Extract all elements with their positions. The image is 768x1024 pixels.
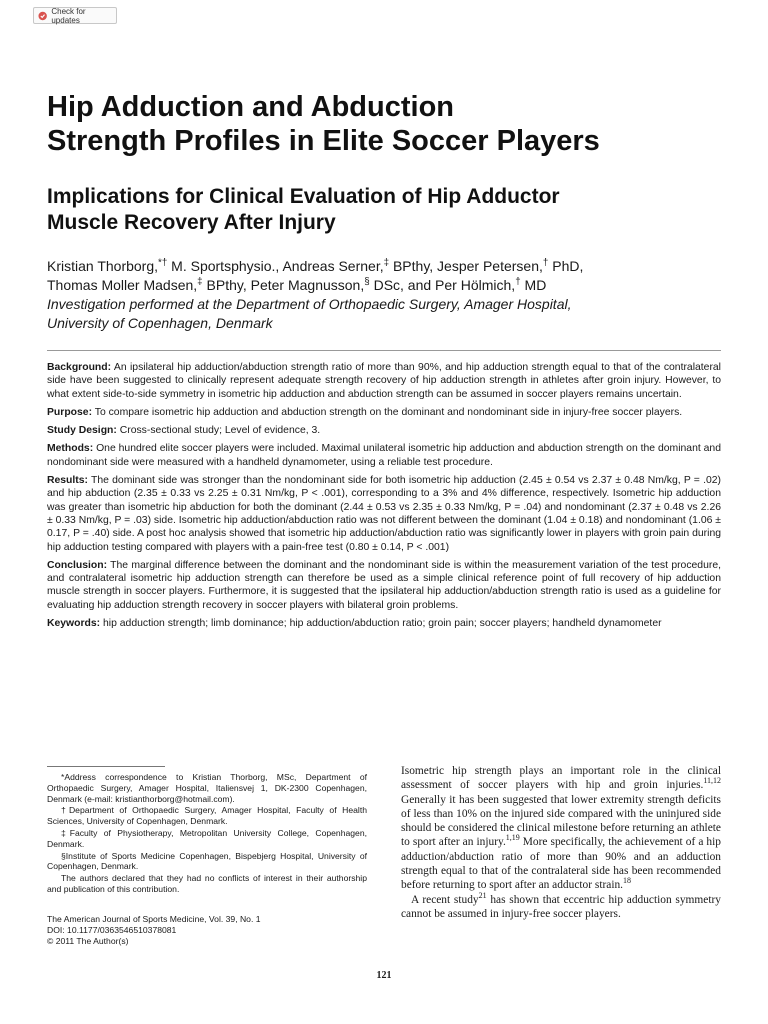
author-affil: † [542, 257, 549, 269]
badge-label: Check for updates [51, 6, 86, 25]
abstract-conclusion [47, 559, 721, 612]
author-name: Kristian Thorborg, [47, 258, 159, 274]
institution-line-1: Investigation performed at the Department of Orthopaedic Surgery, Amager Hospital, [47, 296, 572, 312]
title-line-1: Hip Adduction and Abduction [47, 91, 455, 123]
citation-ref: 21 [478, 890, 487, 900]
author-degree: PhD, [548, 258, 584, 274]
author-degree: M. Sportsphysio., Andreas Serner, [167, 258, 384, 274]
section-label: Purpose: [47, 406, 93, 418]
article-title [47, 90, 727, 158]
title-line-2: Strength Profiles in Elite Soccer Players [47, 125, 600, 157]
author-degree: BPthy, Peter Magnusson, [202, 277, 365, 293]
section-label: Conclusion: [47, 559, 108, 571]
author-degree: DSc, and Per Hölmich, [369, 277, 516, 293]
abstract-background [47, 361, 721, 401]
section-label: Keywords: [47, 618, 101, 630]
check-for-updates-badge[interactable] [33, 7, 117, 24]
section-label: Results: [47, 475, 88, 487]
section-text: hip adduction strength; limb dominance; hip adduction/abduction ratio; groin pain; soccer players; handheld dynamometer [100, 618, 662, 630]
abstract-results [47, 474, 721, 554]
section-label: Methods: [47, 443, 94, 455]
body-paragraph-2 [401, 890, 721, 922]
footnote-affiliation-2: ‡Faculty of Physiotherapy, Metropolitan University College, Copenhagen, Denmark. [47, 827, 367, 849]
footnote-conflicts: The authors declared that they had no conflicts of interest in their authorship and publication of this contribution. [47, 873, 367, 894]
footnote-correspondence: *Address correspondence to Kristian Thorborg, MSc, Department of Orthopaedic Surgery, Amager Hospital, Italiensvej 1, DK-2300 Copenhagen, Denmark (e-mail: kristianthorborg@hotmail.com). [47, 772, 367, 804]
author-affil: *† [158, 257, 168, 269]
journal-copyright: © 2011 The Author(s) [47, 936, 129, 946]
citation-ref: 18 [623, 876, 632, 886]
abstract [47, 361, 721, 635]
section-text: Cross-sectional study; Level of evidence, 3. [116, 425, 321, 437]
author-degree: BPthy, Jesper Petersen, [389, 258, 543, 274]
body-paragraph-1 [401, 764, 721, 893]
section-label: Background: [47, 362, 112, 373]
subtitle-line-2: Muscle Recovery After Injury [47, 211, 336, 234]
body-text: Generally it has been suggested that lower extremity strength deficits of less than 10% on the injured side compared with the uninjured side should be considered the clinical milestone before returning an athlete to sport after an injury. [401, 793, 721, 849]
body-text-column [401, 764, 721, 921]
author-block [47, 257, 727, 333]
author-name: Thomas Moller Madsen, [47, 277, 198, 293]
section-text: An ipsilateral hip adduction/abduction strength ratio of more than 90%, and hip adduction strength equal to that of the contralateral side have been suggested to clinically represent adequate strength recovery of hip adduction strength in athletes after groin injury. However, to what extent side-to-side symmetry in isometric hip adduction and abduction strength can be assumed in soccer players remains uncertain. [47, 362, 721, 400]
abstract-keywords [47, 617, 721, 630]
institution-line-2: University of Copenhagen, Denmark [47, 315, 273, 331]
footnote-rule [47, 766, 165, 767]
journal-info [47, 914, 367, 947]
citation-ref: 1,19 [505, 833, 520, 843]
journal-citation: The American Journal of Sports Medicine, Vol. 39, No. 1 [47, 914, 261, 924]
section-text: The marginal difference between the dominant and the nondominant side is within the measurement variation of the test procedure, and contralateral isometric hip adduction strength can therefore be used as a simple clinical reference point of full recovery of hip adduction muscle strength in soccer players. Furthermore, it is suggested that the ipsilateral hip adduction/abduction strength ratio is used as a guideline for evaluating hip adduction strength recovery in soccer players with bilateral groin problems. [47, 559, 721, 611]
article-subtitle [47, 184, 727, 236]
footnote-affiliation-3: §Institute of Sports Medicine Copenhagen, Bispebjerg Hospital, University of Copenhagen, Denmark. [47, 850, 367, 872]
footnote-affiliation-1: †Department of Orthopaedic Surgery, Amager Hospital, Faculty of Health Sciences, University of Copenhagen, Denmark. [47, 805, 367, 827]
abstract-methods [47, 442, 721, 469]
journal-doi: DOI: 10.1177/0363546510378081 [47, 925, 177, 935]
author-affil: ‡ [197, 276, 203, 288]
body-text: Isometric hip strength plays an important role in the clinical assessment of soccer players with hip and groin injuries. [401, 765, 721, 792]
body-text: has shown that eccentric hip adduction symmetry cannot be assumed in injury-free soccer players. [401, 893, 721, 920]
page-number: 121 [376, 970, 392, 981]
author-affil: § [364, 276, 370, 288]
section-label: Study Design: [47, 425, 117, 437]
section-text: The dominant side was stronger than the nondominant side for both isometric hip adduction (2.45 ± 0.54 vs 2.37 ± 0.48 Nm/kg, P = .02) and hip abduction (2.35 ± 0.33 vs 2.25 ± 0.31 Nm/kg, P < .001), corresponding to a 3% and 4% difference, respectively. Isometric hip adduction was greater than isometric hip abduction for both the dominant (2.44 ± 0.53 vs 2.35 ± 0.33 Nm/kg, P = .04) and nondominant (2.37 ± 0.48 vs 2.26 ± 0.33 Nm/kg, P = .03) side. Isometric hip adduction/abduction ratio was not different between the dominant (1.04 ± 0.18) and nondominant (1.06 ± 0.17, P = .40) side. A post hoc analysis showed that isometric hip adduction/abduction ratio was significantly lower in players with groin pain during hip adduction testing compared with players with a pain-free test (0.80 ± 0.14, P < .001) [47, 475, 721, 553]
abstract-purpose [47, 406, 721, 419]
author-affil: † [515, 276, 521, 288]
citation-ref: 11,12 [703, 776, 721, 786]
author-affil: ‡ [383, 257, 390, 269]
abstract-top-rule [47, 350, 721, 351]
check-updates-icon [38, 11, 47, 21]
author-line-2 [47, 276, 727, 295]
section-text: One hundred elite soccer players were included. Maximal unilateral isometric hip adduction and abduction strength on the dominant and nondominant side were measured with a handheld dynamometer, using a reliable test procedure. [47, 443, 721, 468]
abstract-design [47, 424, 721, 437]
subtitle-line-1: Implications for Clinical Evaluation of Hip Adductor [47, 185, 560, 208]
footnotes [47, 772, 367, 896]
author-degree: MD [520, 277, 547, 293]
author-line-1 [47, 257, 727, 276]
body-text: More specifically, the achievement of a hip adduction/abduction ratio of more than 90% and an adduction strength equal to that of the contralateral side has been recommended before returning to sport after an adductor strain. [401, 836, 721, 892]
section-text: To compare isometric hip adduction and abduction strength on the dominant and nondominant side in injury-free soccer players. [92, 406, 683, 418]
body-text: A recent study [411, 893, 479, 906]
